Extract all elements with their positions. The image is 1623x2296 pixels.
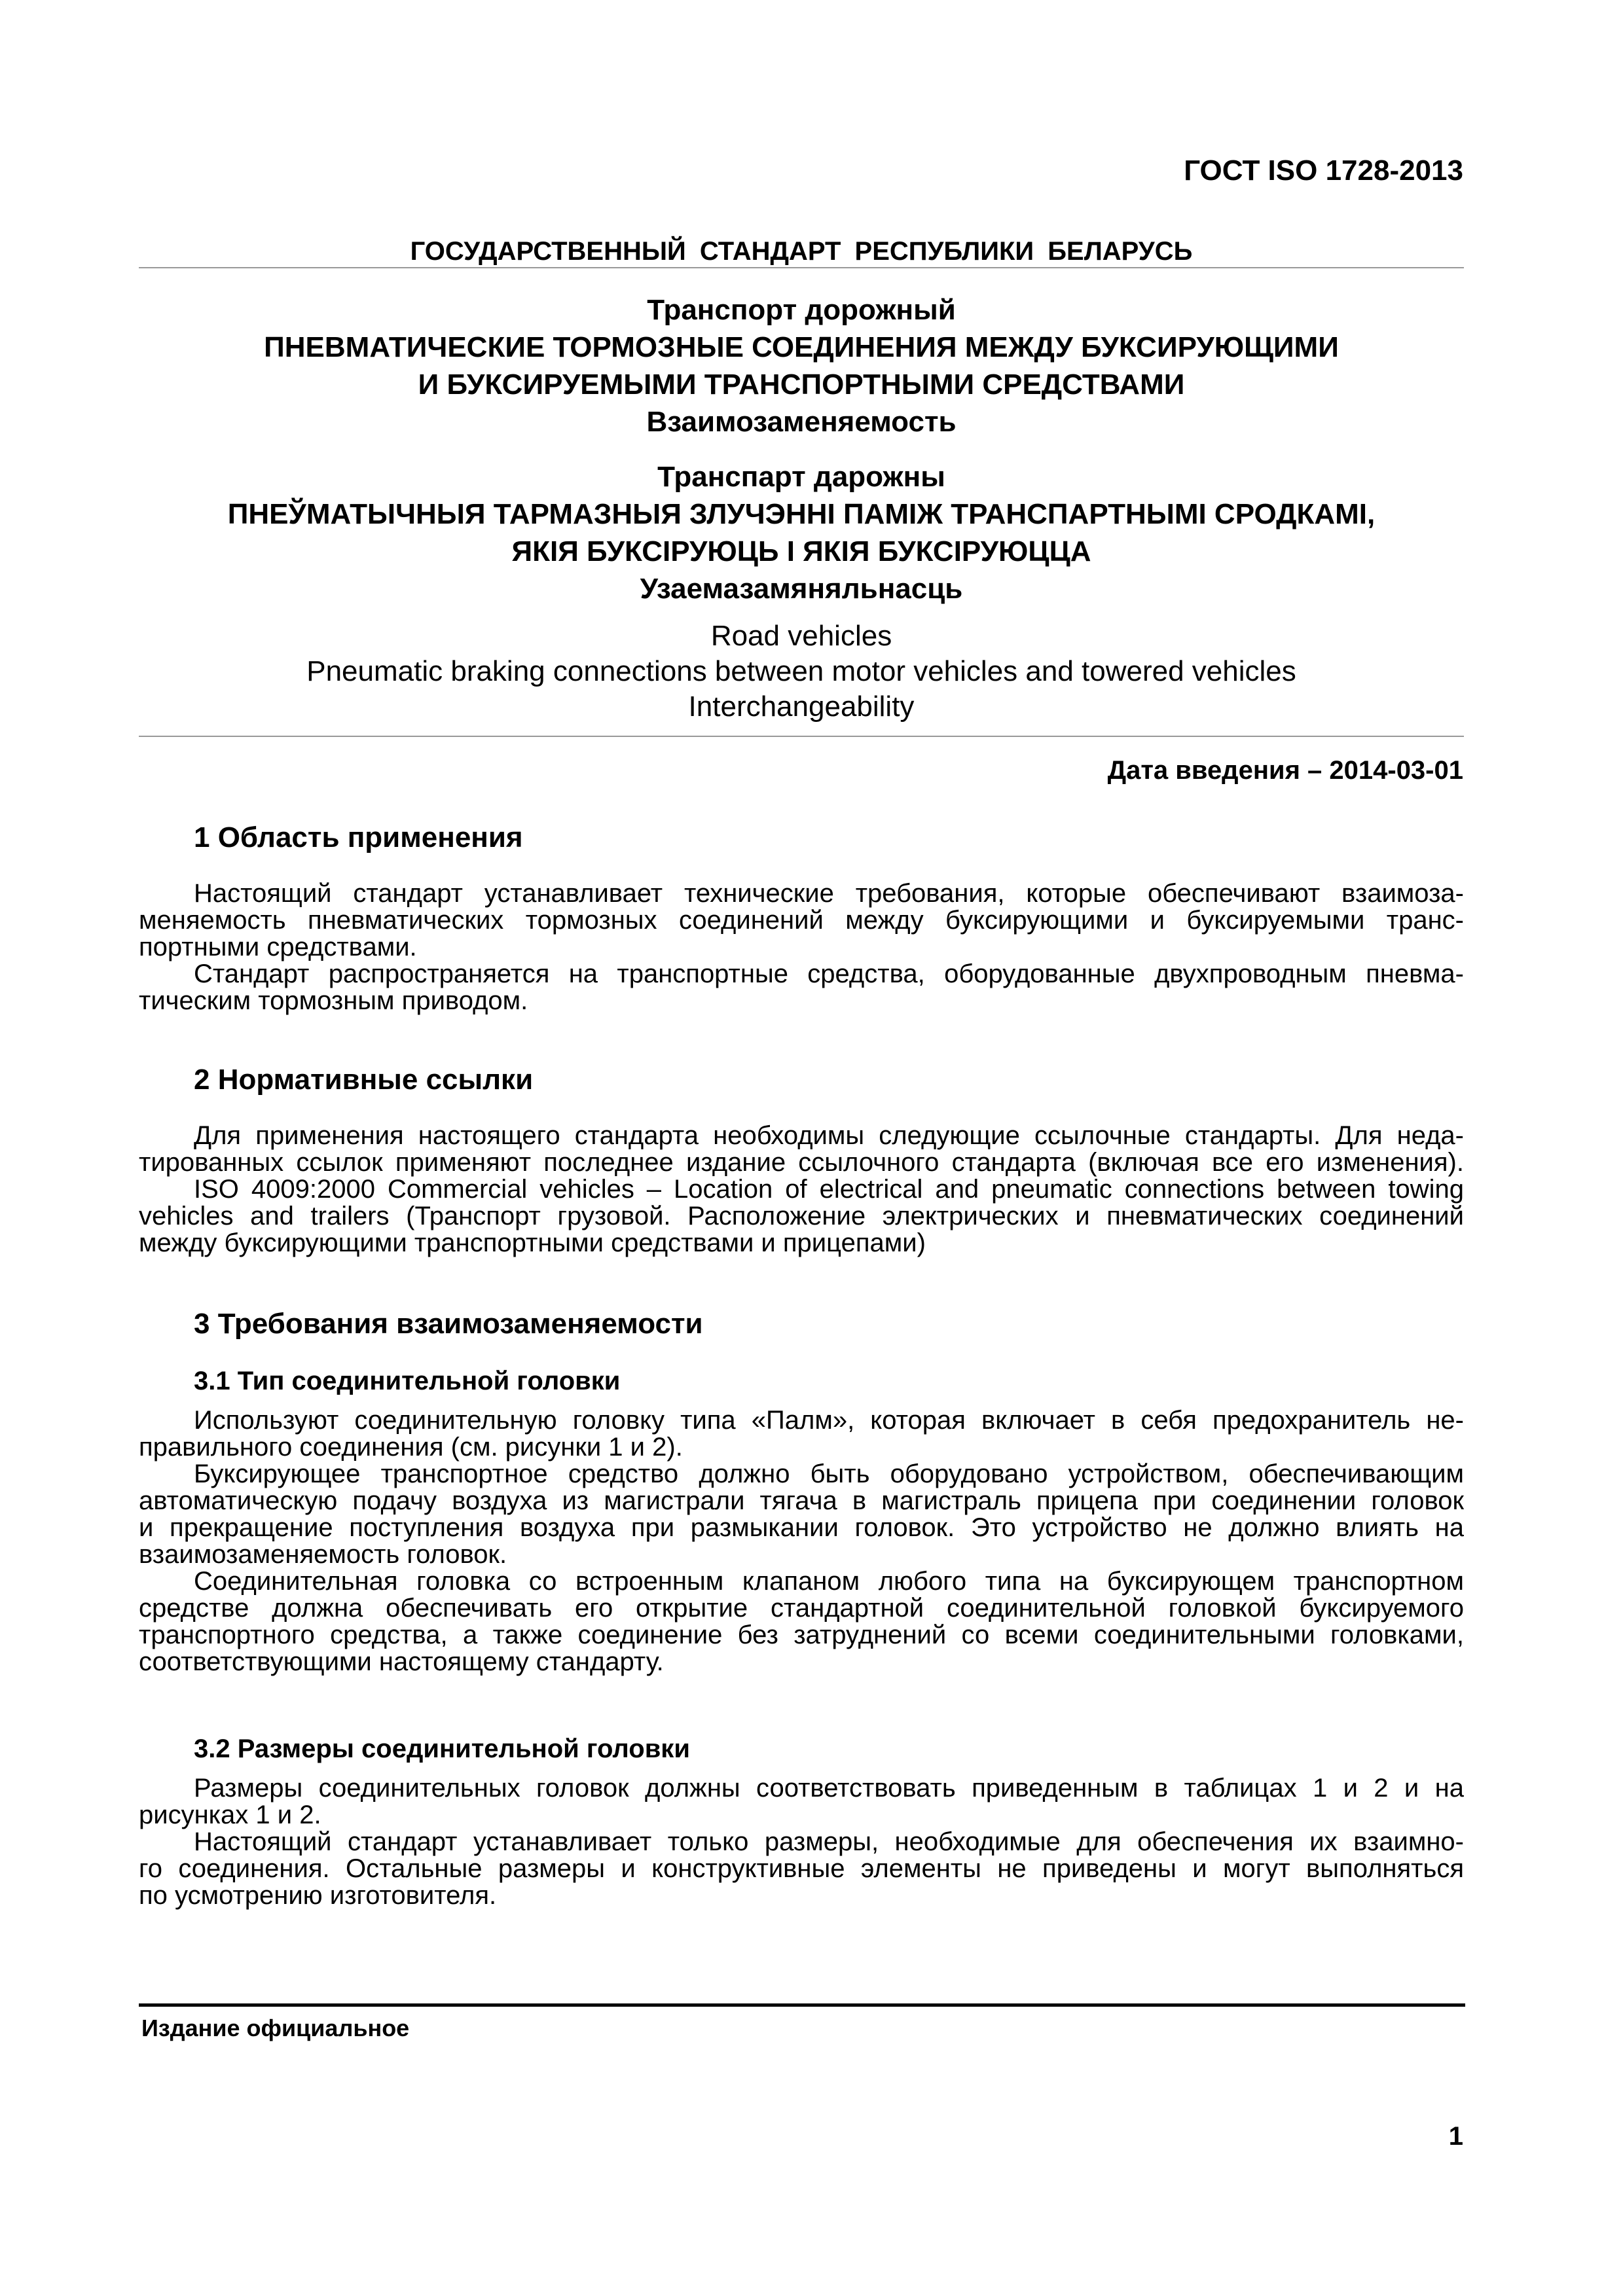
- paragraph-line: тированных ссылок применяют последнее издание ссылочного стандарта (включая все его изменения).: [139, 1148, 1464, 1177]
- paragraph-line: vehicles and trailers (Транспорт грузовой. Расположение электрических и пневматических соединений: [139, 1202, 1464, 1230]
- paragraph-line: между буксирующими транспортными средствами и прицепами): [139, 1229, 926, 1257]
- title-be-line: Транспарт дарожны: [657, 461, 945, 493]
- paragraph-line: средстве должна обеспечивать его открытие стандартной соединительной головкой буксируемого: [139, 1594, 1464, 1623]
- header-divider: [139, 267, 1464, 268]
- paragraph-line: автоматическую подачу воздуха из магистрали тягача в магистраль прицепа при соединении головок: [139, 1486, 1464, 1515]
- paragraph-line: го соединения. Остальные размеры и конструктивные элементы не приведены и могут выполняться: [139, 1854, 1464, 1883]
- paragraph-line: Соединительная головка со встроенным клапаном любого типа на буксирующем транспортном: [194, 1567, 1464, 1596]
- paragraph-line: Настоящий стандарт устанавливает только размеры, необходимые для обеспечения их взаимно-: [194, 1827, 1464, 1856]
- paragraph-line: Используют соединительную головку типа «Палм», которая включает в себя предохранитель не-: [194, 1406, 1464, 1435]
- title-en-line: Road vehicles: [710, 620, 892, 652]
- paragraph-line: Для применения настоящего стандарта необходимы следующие ссылочные стандарты. Для неда-: [194, 1121, 1464, 1150]
- paragraph-line: тическим тормозным приводом.: [139, 986, 528, 1015]
- introduction-date: Дата введения – 2014-03-01: [1107, 756, 1463, 785]
- standard-code: ГОСТ ISO 1728-2013: [1184, 154, 1463, 187]
- title-english: [139, 619, 1464, 725]
- section-1-text: [139, 880, 1464, 1014]
- title-ru-line: И БУКСИРУЕМЫМИ ТРАНСПОРТНЫМИ СРЕДСТВАМИ: [418, 368, 1185, 401]
- paragraph-line: Буксирующее транспортное средство должно быть оборудовано устройством, обеспечивающим: [194, 1460, 1464, 1488]
- state-standard-title: ГОСУДАРСТВЕННЫЙ СТАНДАРТ РЕСПУБЛИКИ БЕЛАРУСЬ: [410, 237, 1193, 266]
- title-be-line: Узаемазамяняльнасць: [640, 573, 963, 605]
- title-en-line: Pneumatic braking connections between motor vehicles and towered vehicles: [306, 655, 1296, 687]
- paragraph-line: меняемость пневматических тормозных соединений между буксирующими и буксируемыми транс-: [139, 906, 1464, 935]
- paragraph-line: соответствующими настоящему стандарту.: [139, 1647, 664, 1676]
- title-ru-line: Взаимозаменяемость: [646, 406, 957, 438]
- paragraph-line: Настоящий стандарт устанавливает технические требования, которые обеспечивают взаимоза-: [194, 879, 1464, 908]
- paragraph-line: ISO 4009:2000 Commercial vehicles – Location of electrical and pneumatic connections between towing: [194, 1175, 1464, 1204]
- subsection-3-1-text: [139, 1407, 1464, 1676]
- paragraph-line: взаимозаменяемость головок.: [139, 1540, 507, 1569]
- section-1-heading: 1 Область применения: [194, 821, 523, 853]
- subsection-3-2-heading: 3.2 Размеры соединительной головки: [194, 1734, 690, 1763]
- footer-divider: [139, 2003, 1465, 2007]
- paragraph-line: по усмотрению изготовителя.: [139, 1881, 497, 1910]
- edition-label: Издание официальное: [141, 2015, 410, 2041]
- paragraph-line: рисунках 1 и 2.: [139, 1801, 321, 1829]
- title-ru-line: ПНЕВМАТИЧЕСКИЕ ТОРМОЗНЫЕ СОЕДИНЕНИЯ МЕЖДУ БУКСИРУЮЩИМИ: [264, 331, 1339, 363]
- title-belarusian: [139, 458, 1464, 607]
- paragraph-line: транспортного средства, а также соединение без затруднений со всеми соединительными головками,: [139, 1621, 1464, 1649]
- title-russian: [139, 291, 1464, 440]
- paragraph-line: и прекращение поступления воздуха при размыкании головок. Это устройство не должно влиять на: [139, 1513, 1464, 1542]
- title-be-line: ПНЕЎМАТЫЧНЫЯ ТАРМАЗНЫЯ ЗЛУЧЭННІ ПАМІЖ ТРАНСПАРТНЫМІ СРОДКАМІ,: [227, 498, 1376, 530]
- section-2-text: [139, 1122, 1464, 1257]
- subsection-3-1-heading: 3.1 Тип соединительной головки: [194, 1367, 621, 1395]
- section-2-heading: 2 Нормативные ссылки: [194, 1064, 534, 1096]
- section-3-heading: 3 Требования взаимозаменяемости: [194, 1308, 703, 1340]
- title-be-line: ЯКІЯ БУКСІРУЮЦЬ І ЯКІЯ БУКСІРУЮЦЦА: [511, 535, 1091, 567]
- title-ru-line: Транспорт дорожный: [647, 294, 956, 326]
- title-divider: [139, 736, 1464, 737]
- subsection-3-2-text: [139, 1775, 1464, 1909]
- paragraph-line: портными средствами.: [139, 933, 417, 961]
- paragraph-line: Стандарт распространяется на транспортные средства, оборудованные двухпроводным пневма-: [194, 960, 1464, 988]
- page-number: 1: [1448, 2122, 1463, 2151]
- title-en-line: Interchangeability: [688, 691, 915, 723]
- paragraph-line: правильного соединения (см. рисунки 1 и 2).: [139, 1433, 683, 1462]
- paragraph-line: Размеры соединительных головок должны соответствовать приведенным в таблицах 1 и 2 и на: [194, 1774, 1464, 1803]
